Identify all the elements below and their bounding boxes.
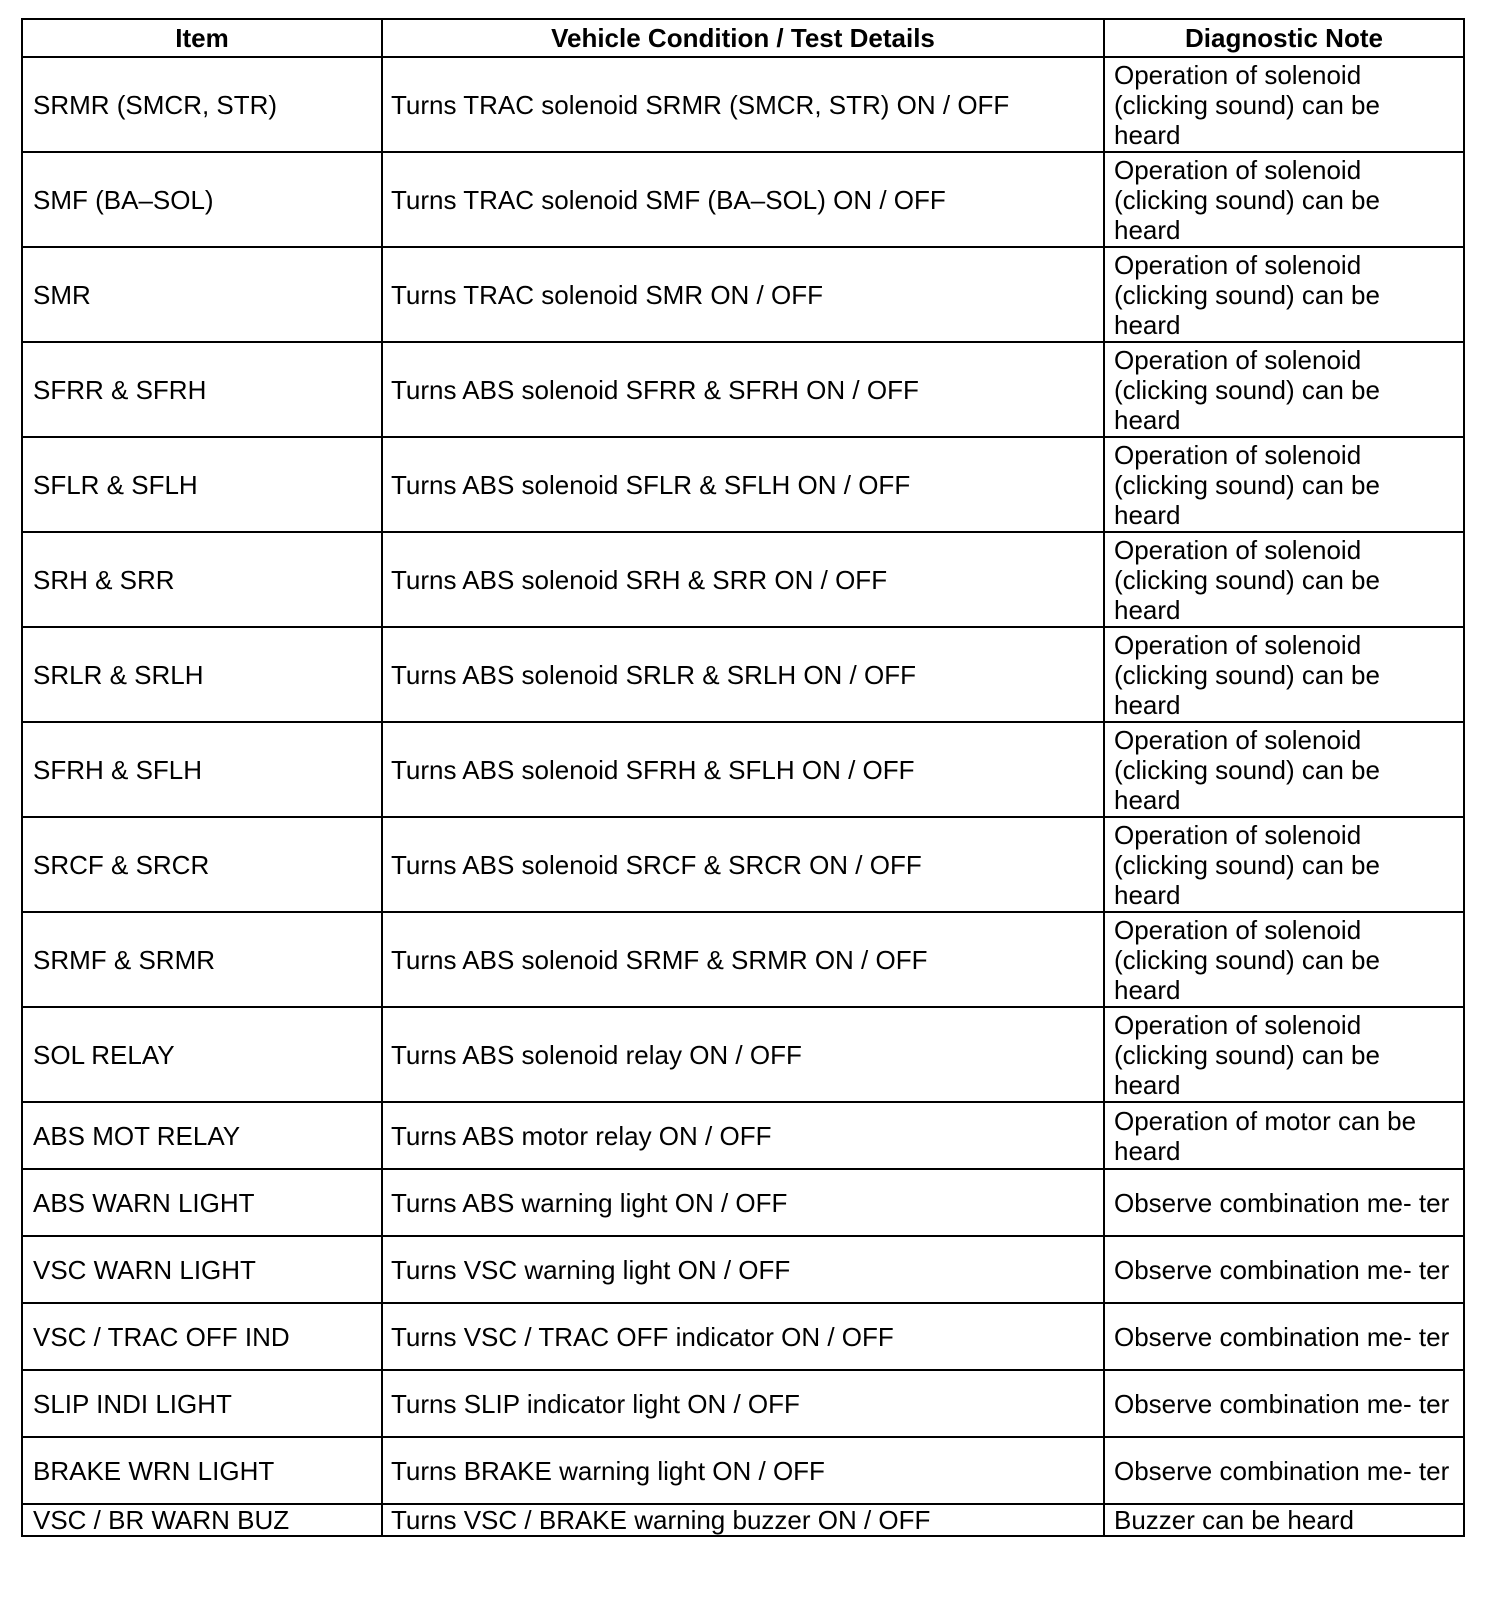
note-cell: Buzzer can be heard [1104, 1504, 1464, 1536]
table-row [22, 532, 1464, 627]
condition-cell: Turns ABS solenoid SFLR & SFLH ON / OFF [382, 437, 1104, 532]
table-row [22, 1437, 1464, 1504]
condition-cell: Turns TRAC solenoid SRMR (SMCR, STR) ON / OFF [382, 57, 1104, 152]
table-row [22, 1007, 1464, 1102]
table-row [22, 627, 1464, 722]
note-cell: Observe combination me- ter [1104, 1370, 1464, 1437]
table-row [22, 1370, 1464, 1437]
item-cell: BRAKE WRN LIGHT [22, 1437, 382, 1504]
condition-cell: Turns VSC warning light ON / OFF [382, 1236, 1104, 1303]
item-cell: SMF (BA–SOL) [22, 152, 382, 247]
note-cell: Operation of solenoid (clicking sound) can be heard [1104, 1007, 1464, 1102]
condition-cell: Turns ABS solenoid SFRR & SFRH ON / OFF [382, 342, 1104, 437]
condition-cell: Turns ABS warning light ON / OFF [382, 1169, 1104, 1236]
item-cell: SRLR & SRLH [22, 627, 382, 722]
note-cell: Observe combination me- ter [1104, 1303, 1464, 1370]
table-row [22, 1303, 1464, 1370]
active-test-sheet [21, 18, 1463, 1537]
item-cell: VSC / BR WARN BUZ [22, 1504, 382, 1536]
table-row [22, 342, 1464, 437]
header-condition: Vehicle Condition / Test Details [382, 19, 1104, 57]
table-row [22, 152, 1464, 247]
note-cell: Operation of solenoid (clicking sound) can be heard [1104, 247, 1464, 342]
condition-cell: Turns ABS solenoid SRLR & SRLH ON / OFF [382, 627, 1104, 722]
item-cell: SRMF & SRMR [22, 912, 382, 1007]
table-row [22, 1504, 1464, 1536]
condition-cell: Turns SLIP indicator light ON / OFF [382, 1370, 1104, 1437]
condition-cell: Turns ABS solenoid SRH & SRR ON / OFF [382, 532, 1104, 627]
item-cell: ABS WARN LIGHT [22, 1169, 382, 1236]
table-row [22, 437, 1464, 532]
note-cell: Operation of solenoid (clicking sound) can be heard [1104, 912, 1464, 1007]
table-row [22, 247, 1464, 342]
condition-cell: Turns ABS solenoid SFRH & SFLH ON / OFF [382, 722, 1104, 817]
table-row [22, 817, 1464, 912]
table-header-row [22, 19, 1464, 57]
condition-cell: Turns BRAKE warning light ON / OFF [382, 1437, 1104, 1504]
condition-cell: Turns VSC / BRAKE warning buzzer ON / OFF [382, 1504, 1104, 1536]
condition-cell: Turns ABS solenoid relay ON / OFF [382, 1007, 1104, 1102]
table-row [22, 1102, 1464, 1169]
note-cell: Observe combination me- ter [1104, 1236, 1464, 1303]
note-cell: Observe combination me- ter [1104, 1437, 1464, 1504]
note-cell: Operation of solenoid (clicking sound) can be heard [1104, 57, 1464, 152]
item-cell: SFLR & SFLH [22, 437, 382, 532]
note-cell: Observe combination me- ter [1104, 1169, 1464, 1236]
note-cell: Operation of solenoid (clicking sound) can be heard [1104, 152, 1464, 247]
table-body [22, 57, 1464, 1536]
table-row [22, 1169, 1464, 1236]
condition-cell: Turns TRAC solenoid SMR ON / OFF [382, 247, 1104, 342]
item-cell: SRCF & SRCR [22, 817, 382, 912]
condition-cell: Turns VSC / TRAC OFF indicator ON / OFF [382, 1303, 1104, 1370]
item-cell: SMR [22, 247, 382, 342]
item-cell: SFRH & SFLH [22, 722, 382, 817]
item-cell: VSC WARN LIGHT [22, 1236, 382, 1303]
item-cell: SOL RELAY [22, 1007, 382, 1102]
item-cell: SRH & SRR [22, 532, 382, 627]
note-cell: Operation of solenoid (clicking sound) can be heard [1104, 437, 1464, 532]
item-cell: SFRR & SFRH [22, 342, 382, 437]
note-cell: Operation of solenoid (clicking sound) can be heard [1104, 722, 1464, 817]
item-cell: VSC / TRAC OFF IND [22, 1303, 382, 1370]
item-cell: SLIP INDI LIGHT [22, 1370, 382, 1437]
condition-cell: Turns TRAC solenoid SMF (BA–SOL) ON / OFF [382, 152, 1104, 247]
condition-cell: Turns ABS solenoid SRCF & SRCR ON / OFF [382, 817, 1104, 912]
table-row [22, 912, 1464, 1007]
condition-cell: Turns ABS motor relay ON / OFF [382, 1102, 1104, 1169]
condition-cell: Turns ABS solenoid SRMF & SRMR ON / OFF [382, 912, 1104, 1007]
table-row [22, 57, 1464, 152]
item-cell: ABS MOT RELAY [22, 1102, 382, 1169]
header-note: Diagnostic Note [1104, 19, 1464, 57]
note-cell: Operation of solenoid (clicking sound) can be heard [1104, 627, 1464, 722]
table-row [22, 1236, 1464, 1303]
note-cell: Operation of solenoid (clicking sound) can be heard [1104, 342, 1464, 437]
note-cell: Operation of solenoid (clicking sound) can be heard [1104, 817, 1464, 912]
table-row [22, 722, 1464, 817]
note-cell: Operation of solenoid (clicking sound) can be heard [1104, 532, 1464, 627]
item-cell: SRMR (SMCR, STR) [22, 57, 382, 152]
header-item: Item [22, 19, 382, 57]
note-cell: Operation of motor can be heard [1104, 1102, 1464, 1169]
active-test-table [21, 18, 1465, 1537]
